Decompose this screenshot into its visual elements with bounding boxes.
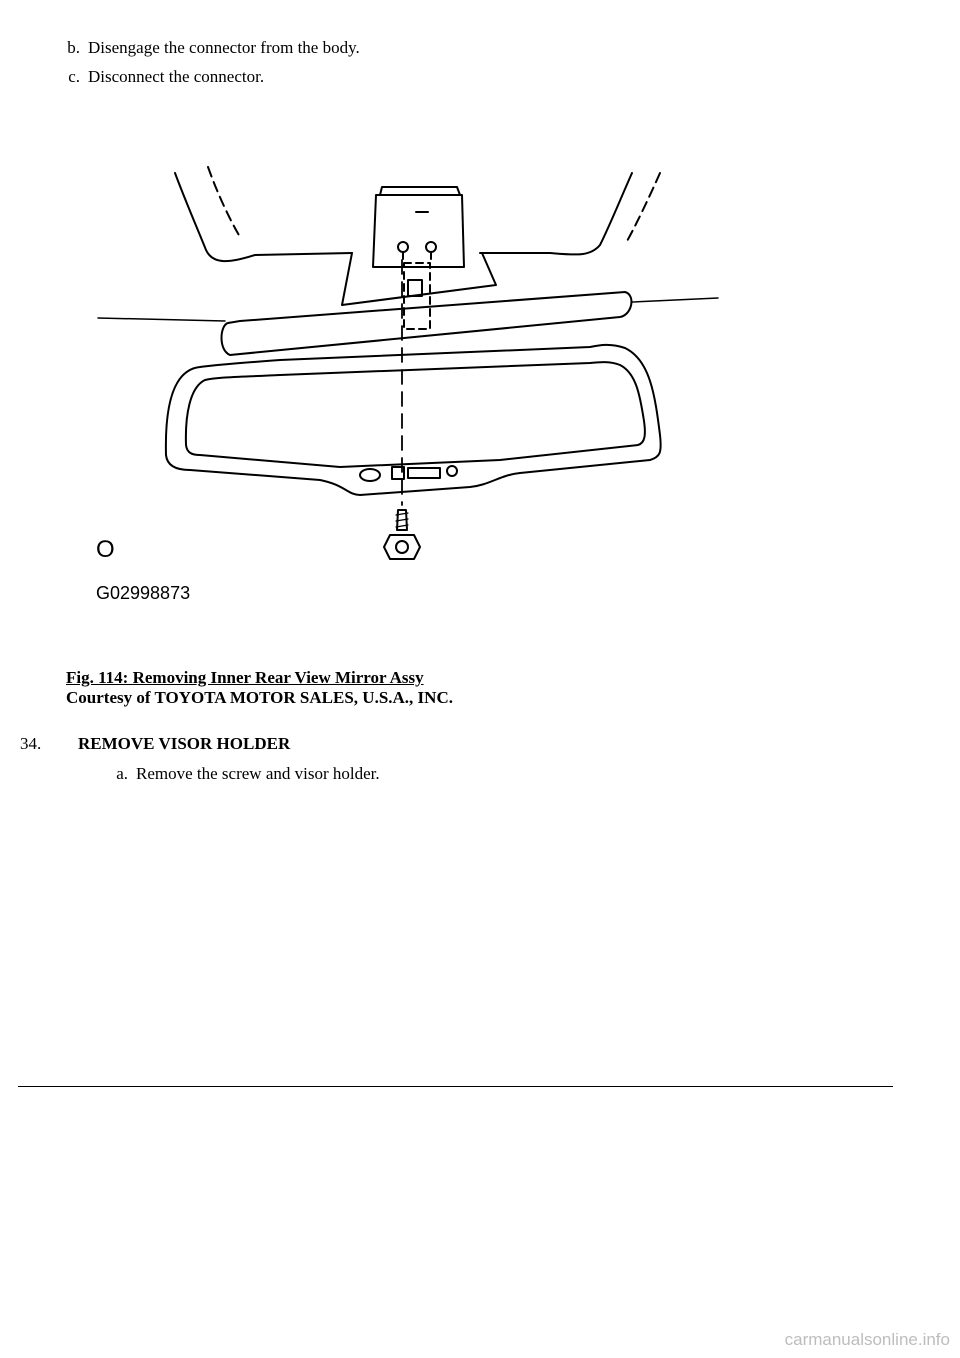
- footer-divider: [18, 1086, 893, 1087]
- figure-title: Fig. 114: Removing Inner Rear View Mirror Assy: [66, 668, 424, 687]
- figure-symbol-label: O: [96, 536, 115, 563]
- mount-clip-left: [398, 242, 408, 252]
- leader-line-right: [632, 298, 718, 302]
- screw-head: [384, 535, 420, 559]
- mount-bracket: [373, 195, 464, 267]
- roof-outline-left: [175, 173, 352, 261]
- figure-courtesy: Courtesy of TOYOTA MOTOR SALES, U.S.A., INC.: [66, 688, 453, 707]
- instruction-step-c: [50, 67, 264, 87]
- section-heading: [20, 734, 290, 754]
- roof-outline-right-dash: [626, 173, 660, 243]
- step-text: Disconnect the connector.: [88, 67, 265, 86]
- step-text: Remove the screw and visor holder.: [136, 764, 380, 783]
- instruction-step-a: [98, 764, 380, 784]
- mirror-removal-illustration: [80, 155, 730, 615]
- leader-line-left: [98, 318, 225, 321]
- figure-code-label: G02998873: [96, 583, 191, 603]
- instruction-step-b: [50, 38, 360, 58]
- roof-outline-left-dash: [208, 167, 240, 237]
- sensor-dot: [447, 466, 457, 476]
- mount-bracket-top: [380, 187, 460, 195]
- connector-tab: [408, 280, 422, 296]
- step-marker: b.: [67, 38, 80, 57]
- watermark: carmanualsonline.info: [784, 1330, 950, 1349]
- section-title: REMOVE VISOR HOLDER: [78, 734, 291, 753]
- mount-clip-right: [426, 242, 436, 252]
- mirror-arm: [222, 292, 632, 355]
- switch-left: [360, 469, 380, 481]
- section-number: 34.: [20, 734, 42, 753]
- roof-outline-right: [480, 173, 632, 255]
- mirror-glass: [186, 362, 645, 467]
- step-marker: c.: [68, 67, 80, 86]
- indicator-slot: [408, 468, 440, 478]
- step-text: Disengage the connector from the body.: [88, 38, 360, 57]
- mirror-frame: [166, 345, 661, 495]
- step-marker: a.: [116, 764, 128, 783]
- figure-caption: [66, 668, 453, 708]
